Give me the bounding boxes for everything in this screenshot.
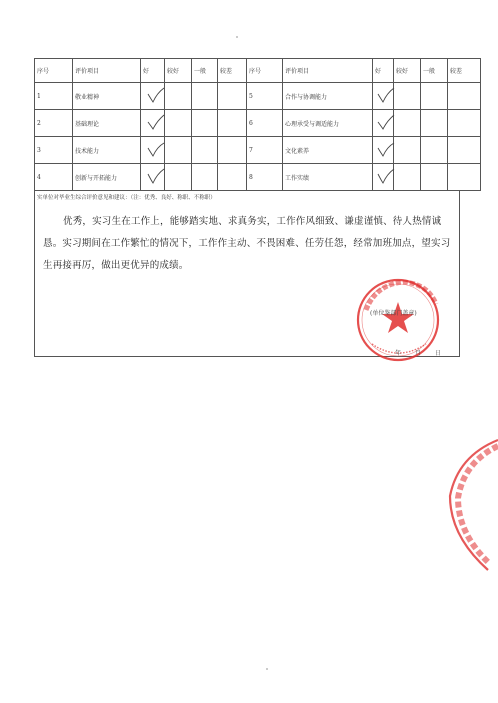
date-line: 年 月 日 [395, 350, 447, 357]
checkmark-icon [147, 87, 165, 103]
rating-fair-good-cell [394, 164, 421, 191]
row-number: 1 [35, 83, 73, 110]
header-average-right: 一般 [421, 59, 448, 83]
rating-poor-cell [218, 83, 247, 110]
header-fair-good-right: 较好 [394, 59, 421, 83]
evaluation-item: 文化素养 [283, 137, 373, 164]
row-number: 2 [35, 110, 73, 137]
rating-good-cell [373, 164, 394, 191]
table-row [35, 164, 481, 191]
rating-good-cell [141, 110, 165, 137]
rating-fair-good-cell [165, 110, 192, 137]
header-poor-right: 较差 [448, 59, 481, 83]
checkmark-icon [377, 141, 395, 157]
rating-average-cell [192, 83, 218, 110]
rating-average-cell [421, 164, 448, 191]
evaluation-item: 工作实绩 [283, 164, 373, 191]
rating-fair-good-cell [165, 137, 192, 164]
header-no-right: 序号 [247, 59, 283, 83]
header-item-left: 评价项目 [73, 59, 141, 83]
rating-fair-good-cell [394, 83, 421, 110]
rating-poor-cell [218, 164, 247, 191]
partial-seal-stamp [428, 436, 498, 576]
row-number: 7 [247, 137, 283, 164]
rating-fair-good-cell [394, 110, 421, 137]
table-row [35, 110, 481, 137]
rating-poor-cell [448, 137, 481, 164]
row-number: 3 [35, 137, 73, 164]
comment-label: 实单位对毕业生综合评价意见和建议：（注：优秀、良好、称职、不称职） [37, 195, 216, 201]
rating-poor-cell [218, 110, 247, 137]
rating-fair-good-cell [165, 164, 192, 191]
rating-average-cell [421, 137, 448, 164]
rating-average-cell [192, 110, 218, 137]
rating-good-cell [141, 137, 165, 164]
header-item-right: 评价项目 [283, 59, 373, 83]
header-no-left: 序号 [35, 59, 73, 83]
header-poor-left: 较差 [218, 59, 247, 83]
header-good-left: 好 [141, 59, 165, 83]
row-number: 6 [247, 110, 283, 137]
stamp-label: (单位鉴部门盖章) [370, 310, 417, 317]
header-fair-good-left: 较好 [165, 59, 192, 83]
rating-fair-good-cell [394, 137, 421, 164]
evaluation-item: 合作与协调能力 [283, 83, 373, 110]
evaluation-item: 心理承受与调适能力 [283, 110, 373, 137]
rating-poor-cell [448, 83, 481, 110]
header-good-right: 好 [373, 59, 394, 83]
rating-average-cell [192, 137, 218, 164]
rating-poor-cell [448, 110, 481, 137]
header-average-left: 一般 [192, 59, 218, 83]
row-number: 8 [247, 164, 283, 191]
checkmark-icon [147, 168, 165, 184]
checkmark-icon [377, 114, 395, 130]
comment-text: 优秀，实习生在工作上，能够踏实地、求真务实，工作作风细致、谦虚谨慎、待人热情诚恳。实习期间在工作繁忙的情况下，工作作主动、不畏困难、任劳任怨，经常加班加点，望实习生再接再厉，做出更优异的成绩。 [43, 216, 451, 271]
table-header-row [35, 59, 481, 83]
scan-speck [266, 668, 268, 670]
checkmark-icon [147, 141, 165, 157]
table-row [35, 137, 481, 164]
scan-speck [236, 36, 238, 38]
evaluation-table [34, 58, 481, 191]
row-number: 4 [35, 164, 73, 191]
checkmark-icon [377, 87, 395, 103]
rating-fair-good-cell [165, 83, 192, 110]
table-row [35, 83, 481, 110]
evaluation-item: 敬业精神 [73, 83, 141, 110]
checkmark-icon [147, 114, 165, 130]
evaluation-item: 基础理论 [73, 110, 141, 137]
rating-good-cell [141, 164, 165, 191]
rating-average-cell [192, 164, 218, 191]
rating-average-cell [421, 110, 448, 137]
rating-good-cell [373, 137, 394, 164]
checkmark-icon [377, 168, 395, 184]
rating-poor-cell [448, 164, 481, 191]
rating-good-cell [141, 83, 165, 110]
rating-good-cell [373, 110, 394, 137]
rating-average-cell [421, 83, 448, 110]
evaluation-item: 创新与开拓能力 [73, 164, 141, 191]
row-number: 5 [247, 83, 283, 110]
rating-good-cell [373, 83, 394, 110]
evaluation-item: 技术能力 [73, 137, 141, 164]
rating-poor-cell [218, 137, 247, 164]
